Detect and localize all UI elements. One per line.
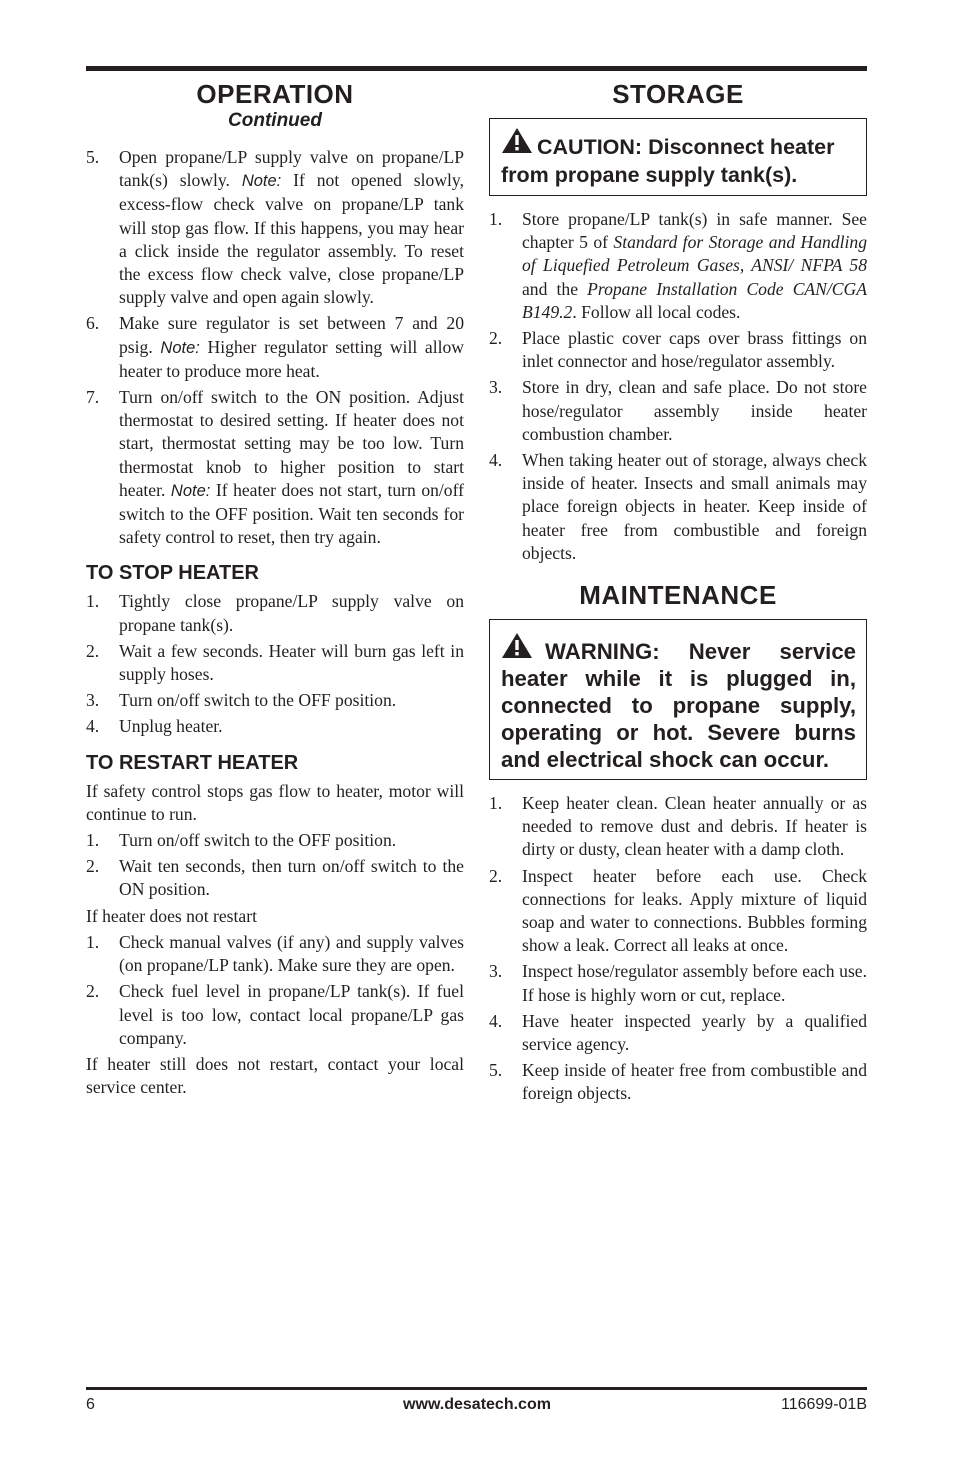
operation-title: OPERATION: [196, 79, 354, 109]
list-item: 1. Tightly close propane/LP supply valve on propane tank(s).: [86, 591, 464, 635]
maintenance-title: MAINTENANCE: [579, 580, 777, 611]
restart-intro: If safety control stops gas flow to heater, motor will continue to run.: [86, 780, 464, 824]
caution-text: CAUTION: Disconnect heater from propane supply tank(s).: [501, 135, 835, 187]
left-column: [86, 78, 464, 1102]
list-item: 2. Inspect heater before each use. Check connections for leaks. Apply mixture of liquid soap and water to connections. Bubbles forming show a leak. Correct all leaks at once.: [489, 865, 867, 956]
not-restart-text: If heater does not restart: [86, 905, 257, 926]
list-item: 4. Unplug heater.: [86, 716, 223, 737]
list-item: 3. Store in dry, clean and safe place. Do not store hose/regulator assembly inside heater combustion chamber.: [489, 377, 867, 444]
list-item: 2. Wait a few seconds. Heater will burn gas left in supply hoses.: [86, 640, 464, 685]
list-item: 6. Make sure regulator is set between 7 and 20 psig. Note: Higher regulator setting will allow heater to produce more heat.: [86, 313, 464, 381]
list-item: 2. Check fuel level in propane/LP tank(s). If fuel level is too low, contact local propane/LP gas company.: [86, 981, 464, 1048]
warning-triangle-icon: [501, 127, 533, 161]
maintenance-steps: [489, 792, 867, 1106]
list-item: 4. When taking heater out of storage, always check inside of heater. Insects and small animals may place foreign objects in heater. Keep inside of heater free from combustible and foreign objects.: [489, 450, 867, 563]
doc-number: 116699-01B: [781, 1396, 867, 1413]
list-item: 2. Place plastic cover caps over brass fittings on inlet connector and hose/regulator assembly.: [489, 328, 867, 372]
footer-url[interactable]: www.desatech.com: [403, 1396, 551, 1413]
list-item: 1. Keep heater clean. Clean heater annually or as needed to remove dust and debris. If heater is dirty or dusty, clean heater with a damp cloth.: [489, 793, 867, 860]
bottom-rule: [86, 1387, 867, 1390]
not-restart-steps: [86, 931, 464, 1050]
list-item: 3. Inspect hose/regulator assembly before each use. If hose is highly worn or cut, replace.: [489, 961, 867, 1005]
restart-steps: [86, 829, 464, 902]
storage-steps: [489, 208, 867, 565]
list-item: 3. Turn on/off switch to the OFF position.: [86, 690, 397, 711]
caution-box: [489, 118, 867, 196]
list-item: 1. Store propane/LP tank(s) in safe manner. See chapter 5 of Standard for Storage and Handling of Liquefied Petroleum Gases, ANSI/ NFPA 58 and the Propane Installation Code CAN/CGA B149.2. Follow all local codes.: [489, 209, 867, 322]
warning-text: WARNING: Never service heater while it is plugged in, connected to propane supply, operating or hot. Severe burns and electrical shock can occur.: [501, 639, 856, 773]
list-item: 5. Keep inside of heater free from combustible and foreign objects.: [489, 1060, 867, 1104]
stop-heater-steps: [86, 590, 464, 738]
warning-triangle-icon: [501, 632, 533, 665]
warning-box: [489, 619, 867, 780]
operation-steps: [86, 146, 464, 549]
storage-title: STORAGE: [612, 79, 744, 109]
right-column: [489, 78, 867, 1109]
stop-heater-heading: TO STOP HEATER: [86, 562, 259, 585]
list-item: 1. Turn on/off switch to the OFF position.: [86, 830, 397, 851]
top-rule: [86, 66, 867, 71]
list-item: 4. Have heater inspected yearly by a qualified service agency.: [489, 1010, 867, 1055]
list-item: 2. Wait ten seconds, then turn on/off switch to the ON position.: [86, 856, 464, 900]
restart-outro: If heater still does not restart, contact your local service center.: [86, 1053, 464, 1098]
list-item: 1. Check manual valves (if any) and supply valves (on propane/LP tank). Make sure they are open.: [86, 931, 464, 976]
restart-heater-heading: TO RESTART HEATER: [86, 751, 299, 774]
list-item: 7. Turn on/off switch to the ON position. Adjust thermostat to desired setting. If heater does not start, thermostat setting may be too low. Turn thermostat knob to higher position to start heater. Note: If heater does not start, turn on/off switch to the OFF position. Wait ten seconds for safety control to reset, then try again.: [86, 387, 464, 548]
operation-subtitle: Continued: [228, 110, 322, 131]
list-item: 5. Open propane/LP supply valve on propane/LP tank(s) slowly. Note: If not opened slowly, excess-flow check valve on propane/LP tank will stop gas flow. If this happens, you may hear a click inside the regulator assembly. To reset the excess flow check valve, close propane/LP supply valve and open again slowly.: [86, 147, 464, 308]
page-number: 6: [86, 1396, 95, 1413]
